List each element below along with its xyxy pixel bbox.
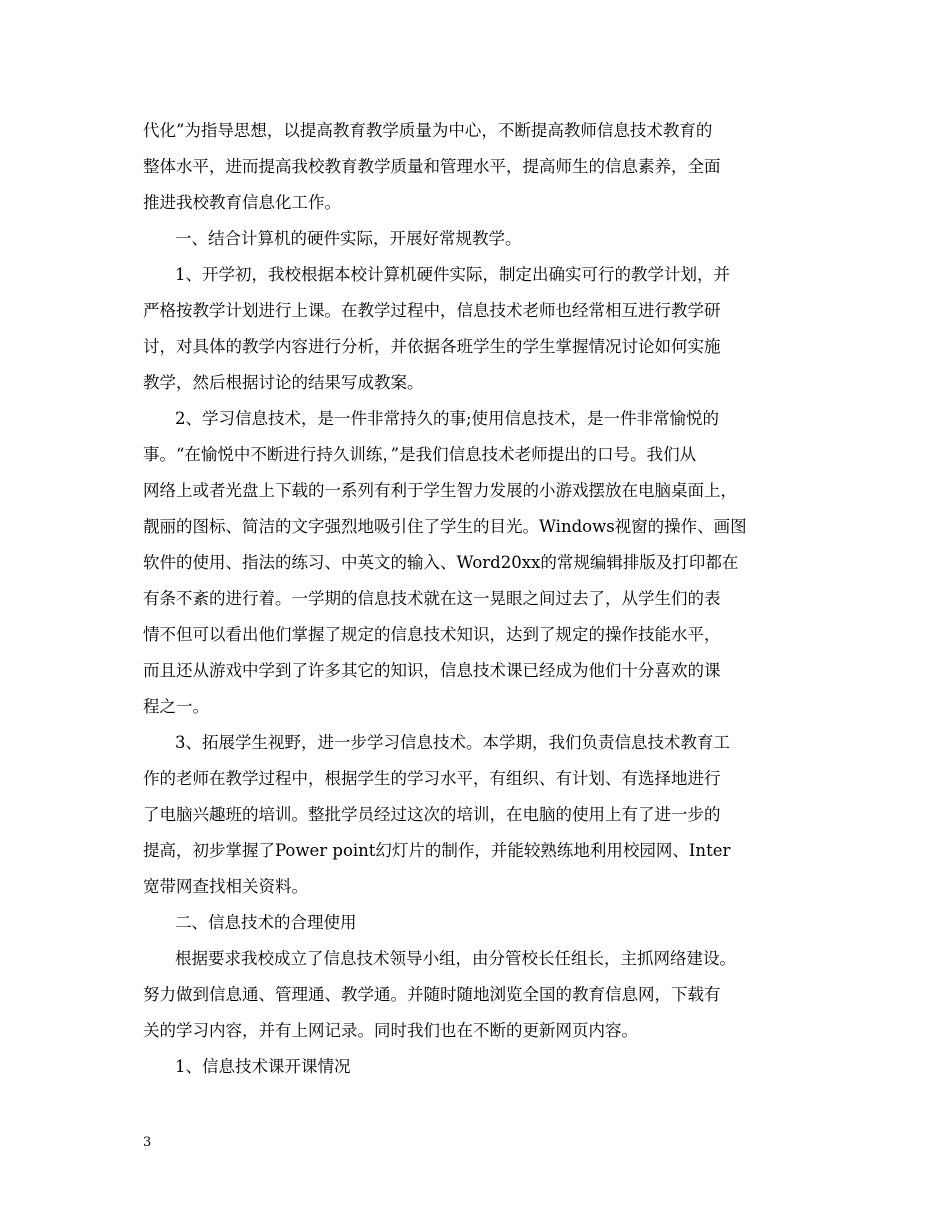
paragraph-line: 软件的使用、指法的练习、中英文的输入、Word20xx的常规编辑排版及打印都在 — [143, 553, 739, 572]
page-number: 3 — [143, 1135, 152, 1150]
paragraph-line: 提高，初步掌握了Power point幻灯片的制作，并能较熟练地利用校园网、Inter — [143, 841, 731, 860]
paragraph-line: 事。“在愉悦中不断进行持久训练，”是我们信息技术老师提出的口号。我们从 — [143, 445, 697, 464]
paragraph-line: 严格按教学计划进行上课。在教学过程中，信息技术老师也经常相互进行教学研 — [143, 301, 721, 320]
paragraph-line: 代化”为指导思想，以提高教育教学质量为中心，不断提高教师信息技术教育的 — [143, 121, 713, 140]
paragraph-line: 整体水平，进而提高我校教育教学质量和管理水平，提高师生的信息素养，全面 — [143, 157, 721, 176]
paragraph-line: 有条不紊的进行着。一学期的信息技术就在这一晃眼之间过去了，从学生们的表 — [143, 589, 721, 608]
paragraph-line: 而且还从游戏中学到了许多其它的知识，信息技术课已经成为他们十分喜欢的课 — [143, 661, 721, 680]
paragraph-line: 1、开学初，我校根据本校计算机硬件实际，制定出确实可行的教学计划，并 — [175, 265, 730, 284]
section-heading: 二、信息技术的合理使用 — [175, 913, 357, 932]
document-body — [143, 113, 808, 1085]
paragraph-line: 3、拓展学生视野，进一步学习信息技术。本学期，我们负责信息技术教育工 — [175, 733, 730, 752]
paragraph-line: 2、学习信息技术，是一件非常持久的事;使用信息技术，是一件非常愉悦的 — [175, 409, 720, 428]
paragraph-line: 教学，然后根据讨论的结果写成教案。 — [143, 373, 424, 392]
paragraph-line: 根据要求我校成立了信息技术领导小组，由分管校长任组长，主抓网络建设。 — [175, 949, 736, 968]
paragraph-line: 宽带网查找相关资料。 — [143, 877, 308, 896]
subsection-heading: 1、信息技术课开课情况 — [175, 1057, 351, 1076]
paragraph-line: 作的老师在教学过程中，根据学生的学习水平，有组织、有计划、有选择地进行 — [143, 769, 721, 788]
paragraph-line: 了电脑兴趣班的培训。整批学员经过这次的培训，在电脑的使用上有了进一步的 — [143, 805, 721, 824]
paragraph-line: 讨，对具体的教学内容进行分析，并依据各班学生的学生掌握情况讨论如何实施 — [143, 337, 721, 356]
paragraph-line: 推进我校教育信息化工作。 — [143, 193, 341, 212]
paragraph-line: 网络上或者光盘上下载的一系列有利于学生智力发展的小游戏摆放在电脑桌面上， — [143, 481, 737, 500]
section-heading: 一、结合计算机的硬件实际，开展好常规教学。 — [175, 229, 522, 248]
paragraph-line: 关的学习内容，并有上网记录。同时我们也在不断的更新网页内容。 — [143, 1021, 638, 1040]
paragraph-line: 程之一。 — [143, 697, 209, 716]
paragraph-line: 努力做到信息通、管理通、教学通。并随时随地浏览全国的教育信息网，下载有 — [143, 985, 721, 1004]
paragraph-line: 靓丽的图标、简洁的文字强烈地吸引住了学生的目光。Windows视窗的操作、画图 — [143, 517, 747, 536]
paragraph-line: 情不但可以看出他们掌握了规定的信息技术知识，达到了规定的操作技能水平， — [143, 625, 721, 644]
